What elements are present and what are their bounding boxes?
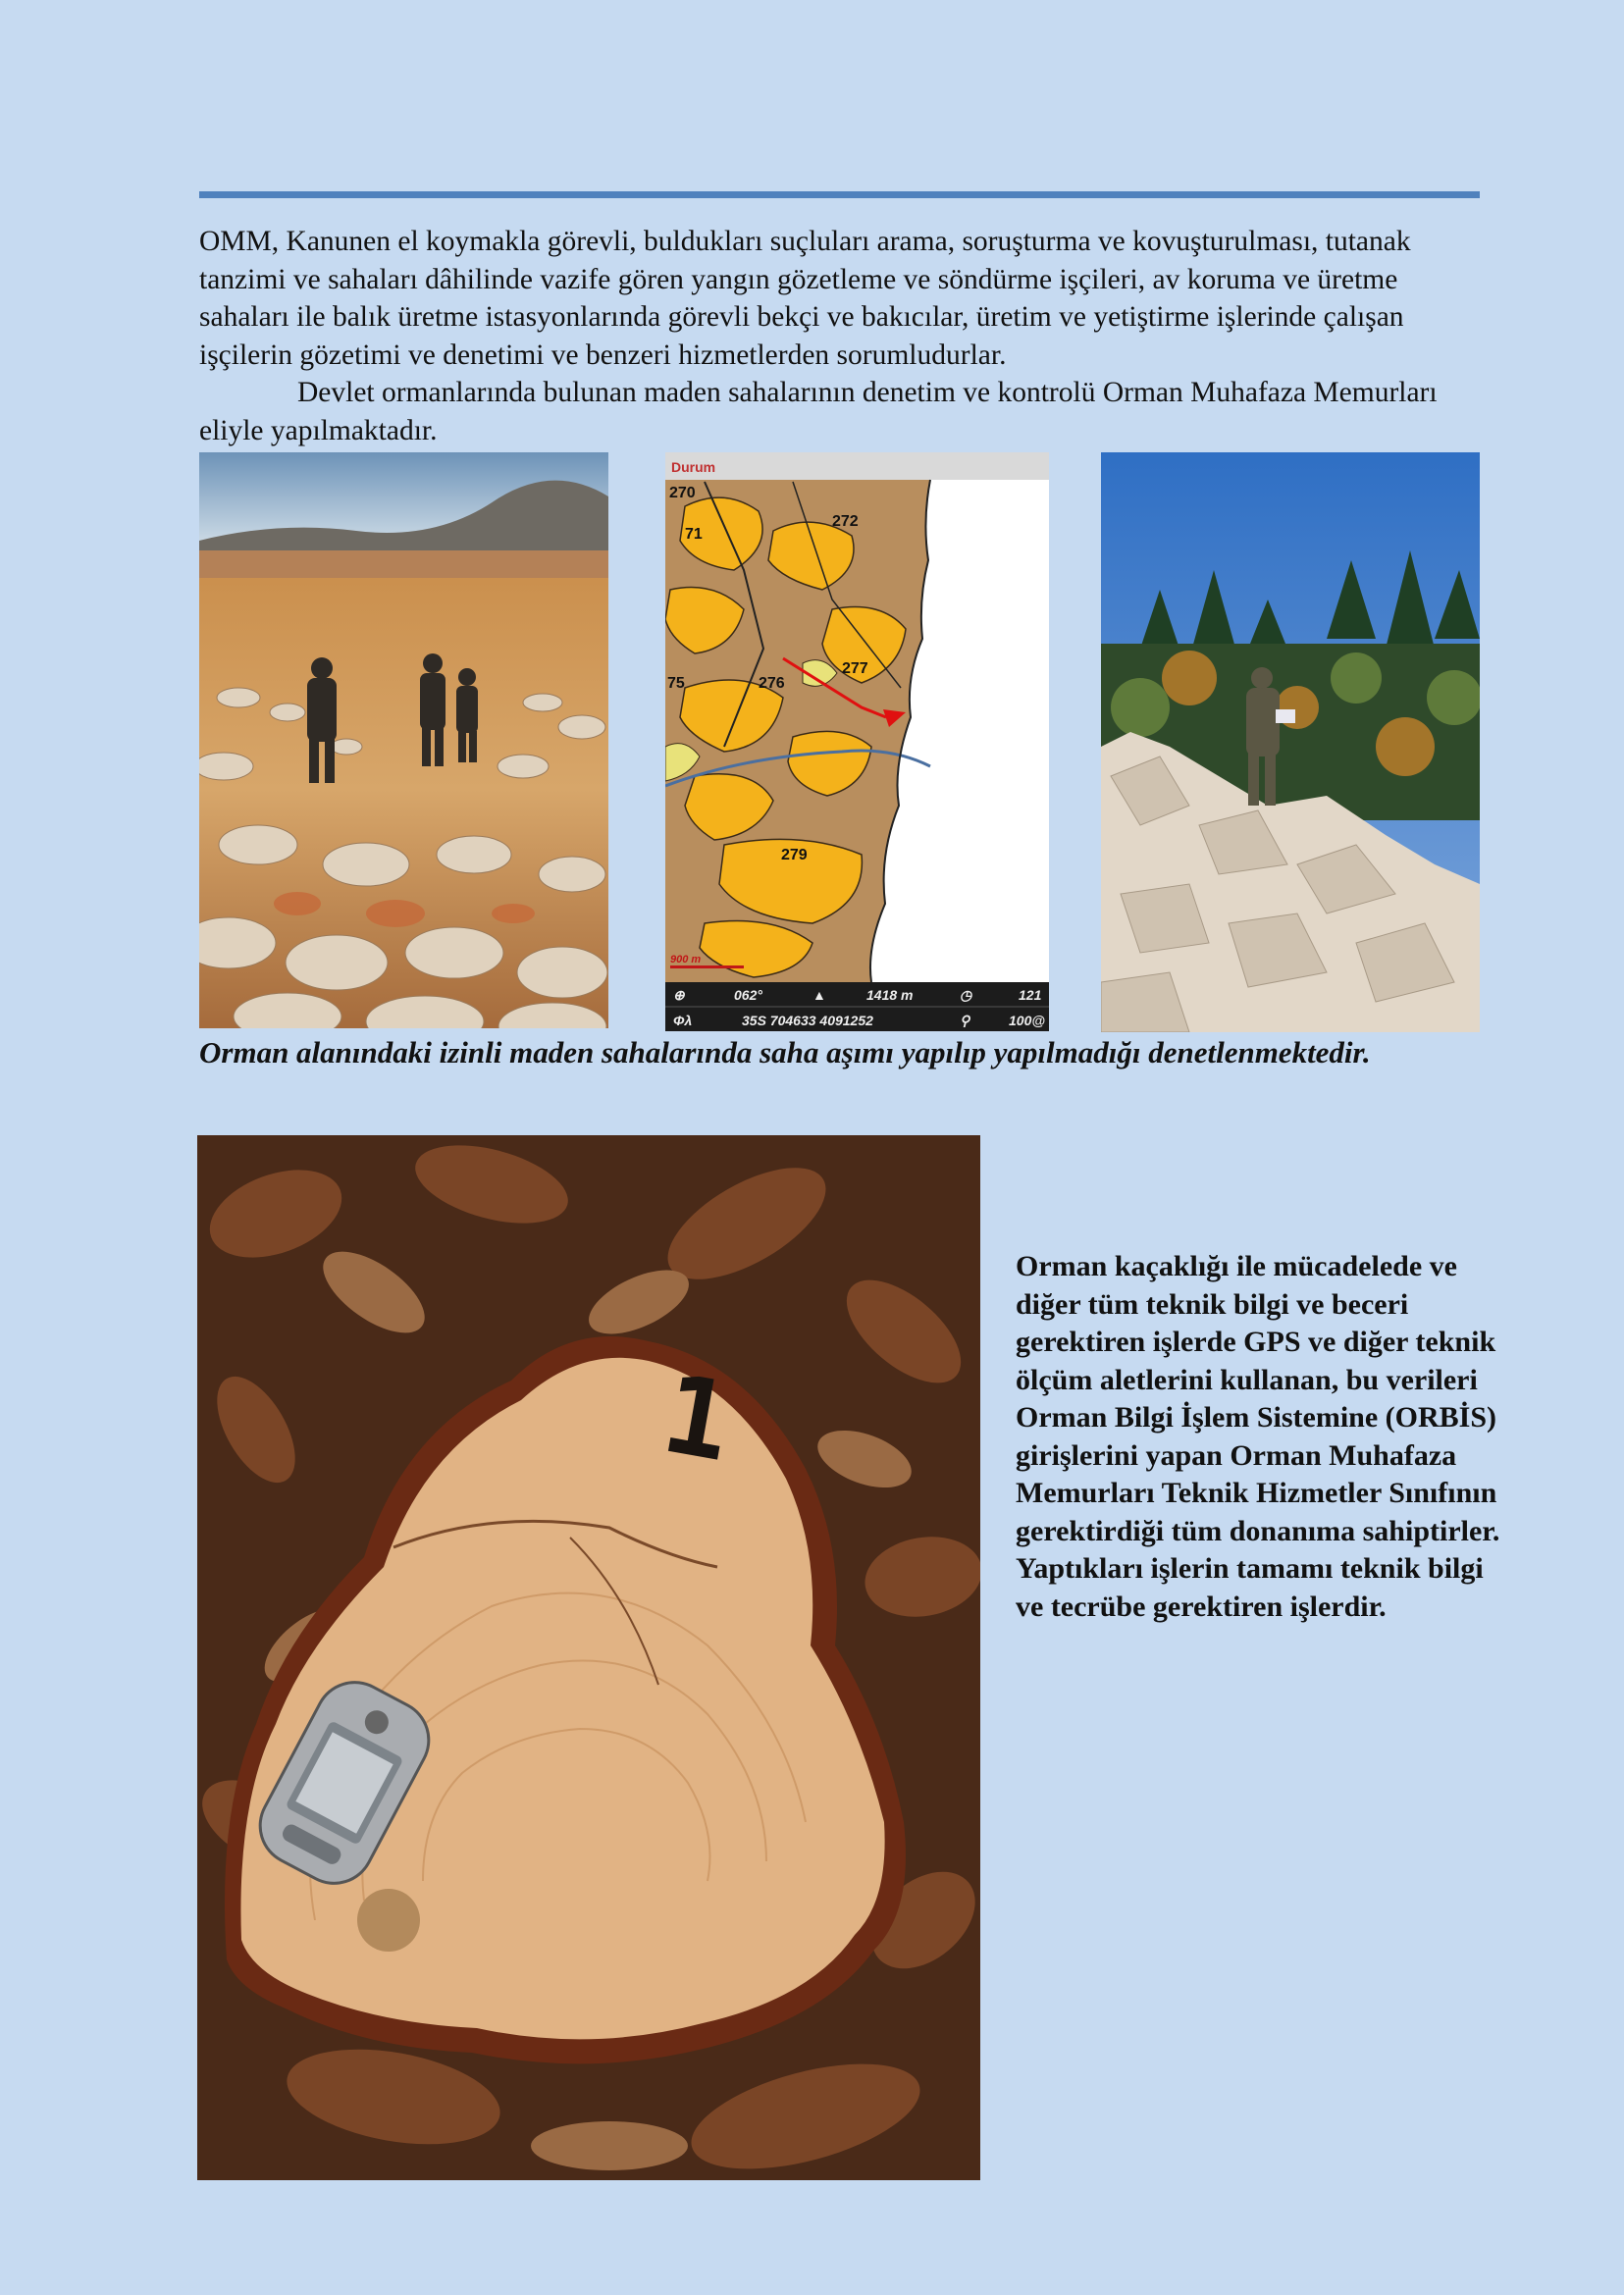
map-zone-label: 277 [842, 660, 868, 677]
forest-map-screenshot [665, 452, 1049, 1031]
header-rule [199, 191, 1480, 198]
map-coordinates: 35S 704633 4091252 [742, 1013, 873, 1028]
map-zone-label: 71 [685, 526, 703, 543]
quarry-officers-photo [199, 452, 608, 1028]
paragraph-mine-inspection: Devlet ormanlarında bulunan maden sahalarının denetim ve kontrolü Orman Muhafaza Memurları eliyle yapılmaktadır. [199, 377, 1438, 446]
stump-number-mark: 1 [654, 1350, 740, 1487]
officer-forest-rocks-photo [1101, 452, 1480, 1032]
paragraph-omm-duties: OMM, Kanunen el koymakla görevli, buldukları suçluları arama, soruşturma ve kovuşturulması, tutanak tanzimi ve sahaları dâhilinde vazife gören yangın gözetleme ve söndürme işçileri, av koruma ve üretme sahaları ile balık üretme istasyonlarında görevli bekçi ve bakıcılar, üretim ve yetiştirme işlerinde çalışan işçilerin gözetimi ve denetimi ve benzeri hizmetlerden sorumludurlar. [199, 226, 1411, 371]
tree-stump-gps-photo [197, 1135, 980, 2180]
map-zone-label: 276 [759, 675, 785, 692]
map-zone-label: 279 [781, 847, 808, 863]
map-header: Durum [671, 459, 716, 475]
map-scale: 900 m [670, 954, 702, 965]
map-zone-label: 75 [667, 675, 685, 692]
map-count: 121 [1019, 987, 1042, 1003]
map-zoom: 100@ [1009, 1013, 1046, 1028]
compass-icon: ⊕ [673, 987, 685, 1003]
map-zone-label: 272 [832, 513, 859, 530]
zoom-icon: ⚲ [960, 1013, 970, 1028]
location-icon: Φλ [673, 1013, 693, 1028]
photo-caption: Orman alanındaki izinli maden sahalarında saha aşımı yapılıp yapılmadığı denetlenmektedir. [199, 1035, 1371, 1069]
technical-services-paragraph: Orman kaçaklığı ile mücadelede ve diğer tüm teknik bilgi ve beceri gerektiren işlerde GPS ve diğer teknik ölçüm aletlerini kullanan, bu verileri Orman Bilgi İşlem Sistemine (ORBİS) girişlerini yapan Orman Muhafaza Memurları Teknik Hizmetler Sınıfının gerektirdiği tüm donanıma sahiptirler. Yaptıkları işlerin tamamı teknik bilgi ve tecrübe gerektiren işlerdir. [1016, 1250, 1500, 1623]
map-elevation: 1418 m [866, 987, 914, 1003]
map-zone-label: 270 [669, 485, 696, 501]
timer-icon: ◷ [960, 987, 972, 1003]
mountain-icon: ▲ [812, 987, 826, 1003]
map-heading: 062° [734, 987, 762, 1003]
